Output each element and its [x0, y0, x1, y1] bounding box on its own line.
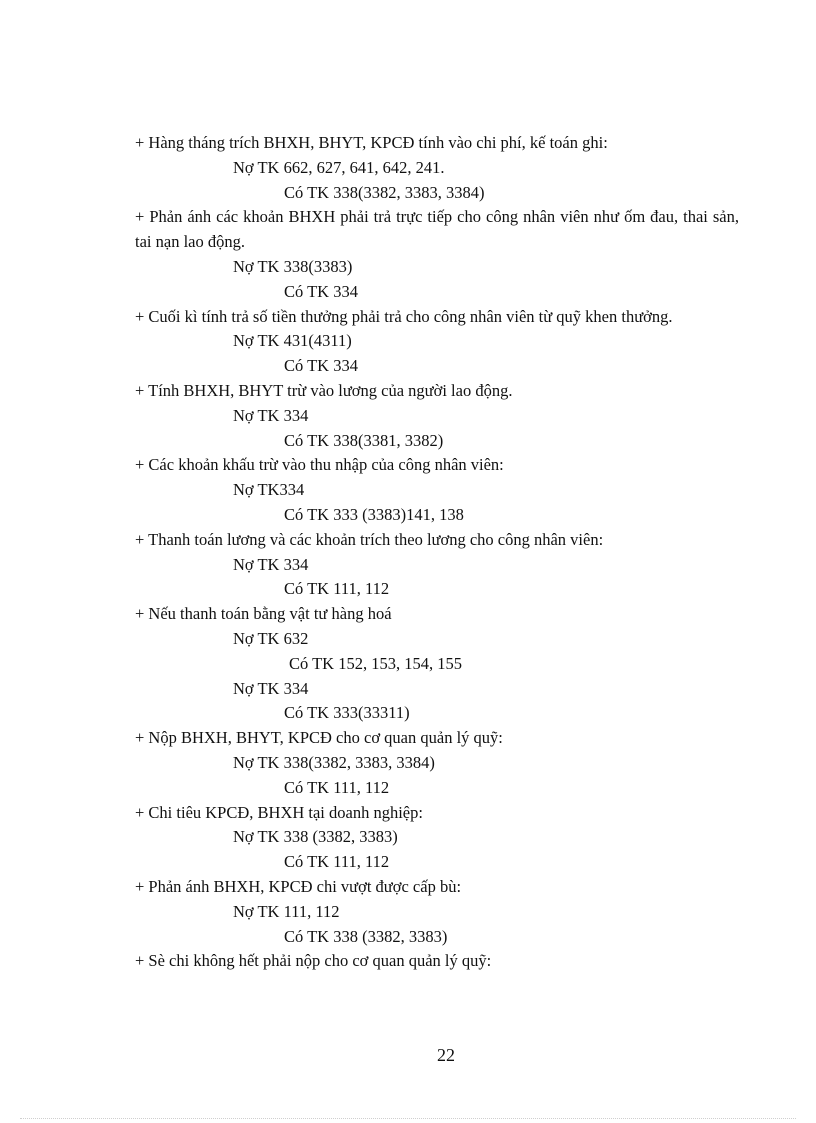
credit-line: Có TK 338 (3382, 3383): [284, 926, 448, 946]
entry-item-text: + Cuối kì tính trả số tiền thưởng phải trả cho công nhân viên từ quỹ khen thưởng.: [135, 306, 673, 326]
entry-item: [135, 305, 739, 330]
debit-line: Nợ TK 338 (3382, 3383): [233, 827, 398, 847]
credit-line: Có TK 111, 112: [284, 777, 390, 797]
debit-line: Nợ TK 111, 112: [233, 901, 340, 921]
debit-line: Nợ TK 334: [233, 405, 309, 425]
entry-item: + Hàng tháng trích BHXH, BHYT, KPCĐ tính vào chi phí, kế toán ghi:: [135, 133, 608, 152]
page-bottom-divider: [20, 1118, 796, 1119]
credit-line: Có TK 338(3381, 3382): [284, 430, 444, 450]
entry-item: + Tính BHXH, BHYT trừ vào lương của người lao động.: [135, 380, 513, 400]
entry-item-text: + Phản ánh các khoản BHXH phải trả trực tiếp cho công nhân viên như ốm đau, thai sản, tai nạn lao động.: [135, 207, 739, 252]
entry-item: + Các khoản khấu trừ vào thu nhập của công nhân viên:: [135, 455, 504, 475]
debit-line: Nợ TK 662, 627, 641, 642, 241.: [233, 157, 445, 177]
debit-line: Nợ TK 334: [233, 554, 309, 574]
entry-item: + Sè chi không hết phải nộp cho cơ quan quản lý quỹ:: [135, 951, 492, 971]
credit-line: Có TK 338(3382, 3383, 3384): [284, 182, 485, 202]
debit-line: Nợ TK 334: [233, 678, 309, 698]
document-body: [135, 131, 739, 974]
entry-item: + Thanh toán lương và các khoản trích theo lương cho công nhân viên:: [135, 529, 604, 549]
credit-line: Có TK 334: [284, 281, 358, 301]
entry-item: + Nộp BHXH, BHYT, KPCĐ cho cơ quan quản lý quỹ:: [135, 728, 503, 748]
credit-line: Có TK 111, 112: [284, 852, 390, 872]
credit-line: Có TK 111, 112: [284, 579, 390, 599]
credit-line: Có TK 152, 153, 154, 155: [289, 653, 462, 673]
debit-line: Nợ TK 431(4311): [233, 331, 352, 351]
debit-line: Nợ TK334: [233, 480, 305, 500]
debit-line: Nợ TK 338(3383): [233, 256, 353, 276]
credit-line: Có TK 333(33311): [284, 703, 410, 723]
debit-line: Nợ TK 338(3382, 3383, 3384): [233, 752, 435, 772]
entry-item: + Nếu thanh toán bằng vật tư hàng hoá: [135, 604, 392, 624]
entry-item: [135, 205, 739, 255]
credit-line: Có TK 333 (3383)141, 138: [284, 504, 464, 524]
page-number: 22: [437, 1045, 455, 1065]
entry-item: + Phản ánh BHXH, KPCĐ chi vượt được cấp bù:: [135, 876, 462, 896]
debit-line: Nợ TK 632: [233, 628, 309, 648]
entry-item: + Chi tiêu KPCĐ, BHXH tại doanh nghiệp:: [135, 802, 423, 822]
credit-line: Có TK 334: [284, 356, 358, 376]
